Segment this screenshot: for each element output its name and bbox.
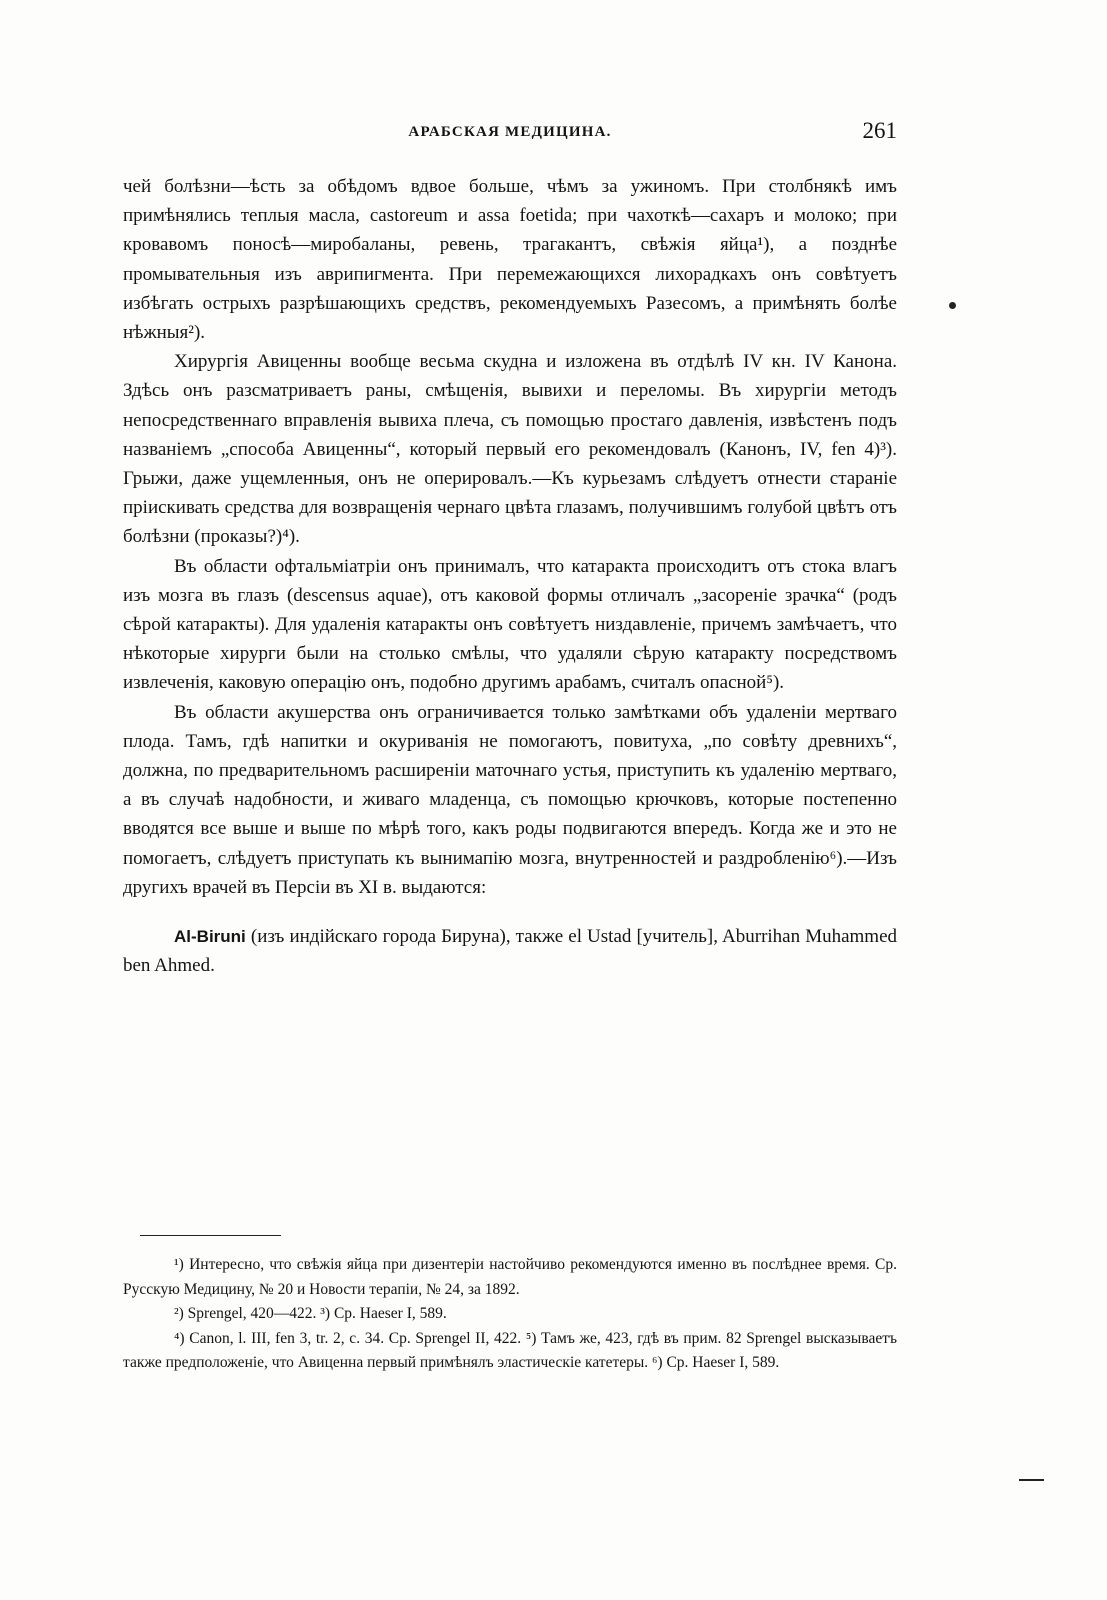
footnote-1: ¹) Интересно, что свѣжія яйца при дизентеріи настойчиво рекомендуются именно въ послѣднее время. Ср. Русскую Медицину, № 20 и Новости терапіи, № 24, за 1892. bbox=[123, 1256, 897, 1298]
footnote-4-6: ⁴) Canon, l. III, fen 3, tr. 2, c. 34. Ср. Sprengel II, 422. ⁵) Тамъ же, 423, гдѣ въ прим. 82 Sprengel высказываетъ также предположеніе, что Авиценна первый примѣнялъ эластическіе катетеры. ⁶) Ср. Haeser I, 589. bbox=[123, 1329, 897, 1371]
footnotes bbox=[123, 1253, 897, 1376]
footnote-2-3: ²) Sprengel, 420—422. ³) Ср. Haeser I, 589. bbox=[174, 1305, 447, 1322]
main-text bbox=[123, 172, 897, 980]
page-number: 261 bbox=[862, 118, 897, 143]
paragraph-ophthalmology: Въ области офтальміатріи онъ принималъ, что катаракта происходитъ отъ стока влагъ изъ мозга въ глазъ (descensus aquae), отъ каковой формы отличалъ „засореніе зрачка“ (родъ сѣрой катаракты). Для удаленія катаракты онъ совѣтуетъ низдавленіе, причемъ замѣчаетъ, что нѣкоторые хирурги были на столько смѣлы, что удаляли сѣрую катаракту посредствомъ извлеченія, каковую операцію онъ, подобно другимъ арабамъ, считалъ опасной⁵). bbox=[123, 555, 897, 694]
footnote-divider bbox=[140, 1235, 281, 1236]
margin-dash-mark bbox=[1019, 1479, 1044, 1481]
paragraph-obstetrics: Въ области акушерства онъ ограничивается только замѣтками объ удаленіи мертваго плода. Тамъ, гдѣ напитки и окуриванія не помогаютъ, повитуха, „по совѣту древнихъ“, должна, по предварительномъ расширеніи маточнаго устья, приступить къ удаленію мертваго, а въ случаѣ надобности, и живаго младенца, съ помощью крючковъ, которые постепенно вводятся все выше и выше по мѣрѣ того, какъ роды подвигаются впередъ. Когда же и это не помогаетъ, слѣдуетъ приступать къ вынимапію мозга, внутренностей и раздробленію⁶).—Изъ другихъ врачей въ Персіи въ XI в. выдаются: bbox=[123, 701, 897, 898]
paragraph-diet: чей болѣзни—ѣсть за обѣдомъ вдвое больше, чѣмъ за ужиномъ. При столбнякѣ имъ примѣнялись теплыя масла, castoreum и assa foetida; при чахоткѣ—сахаръ и молоко; при кровавомъ поносѣ—миробаланы, ревень, трагакантъ, свѣжія яйца¹), а позднѣе промывательныя изъ аврипигмента. При перемежающихся лихорадкахъ онъ совѣтуетъ избѣгать острыхъ разрѣшающихъ средствъ, рекомендуемыхъ Разесомъ, а примѣнять болѣе нѣжныя²). bbox=[123, 176, 897, 344]
page-header bbox=[123, 118, 897, 158]
entry-name: Al-Biruni bbox=[174, 927, 246, 947]
entry-text: (изъ индійскаго города Бируна), также el Ustad [учитель], Aburrihan Muhammed ben Ahmed. bbox=[123, 926, 898, 977]
running-title: АРАБСКАЯ МЕДИЦИНА. bbox=[408, 124, 612, 140]
biruni-entry bbox=[123, 922, 897, 980]
paragraph-surgery: Хирургія Авиценны вообще весьма скудна и изложена въ отдѣлѣ IV кн. IV Канона. Здѣсь онъ разсматриваетъ раны, смѣщенія, вывихи и переломы. Въ хирургіи методъ непосредственнаго вправленія вывиха плеча, съ помощью простаго давленія, извѣстенъ подъ названіемъ „способа Авиценны“, который первый его рекомендовалъ (Канонъ, IV, fen 4)³). Грыжи, даже ущемленныя, онъ не оперировалъ.—Къ курьезамъ слѣдуетъ отнести стараніе пріискивать средства для возвращенія чернаго цвѣта глазамъ, получившимъ голубой цвѣтъ отъ болѣзни (проказы?)⁴). bbox=[123, 351, 897, 548]
margin-dot-mark bbox=[949, 302, 956, 309]
